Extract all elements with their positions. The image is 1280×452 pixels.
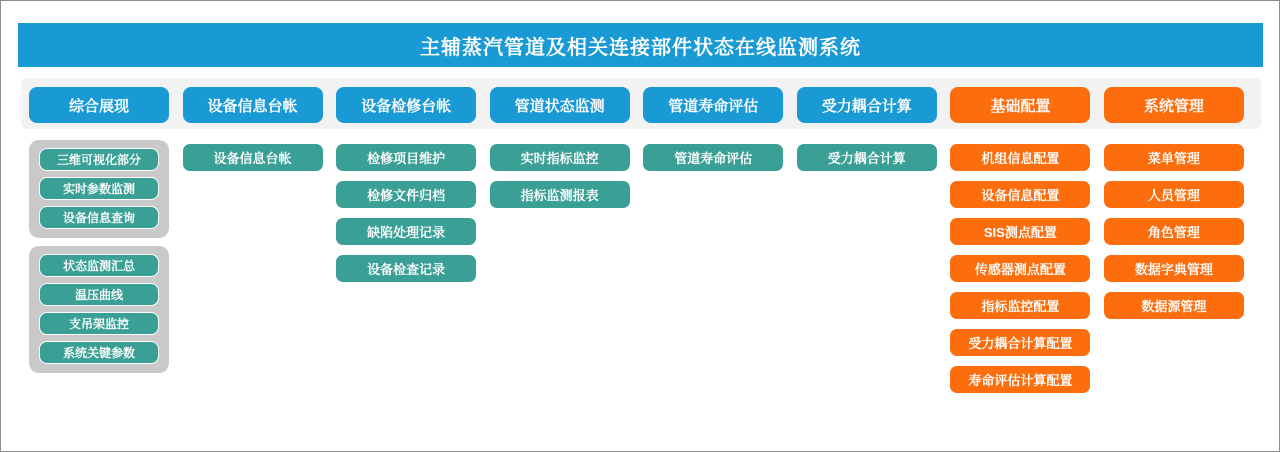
submenu-button[interactable]: 设备信息台帐 — [183, 144, 323, 171]
menu-column — [336, 87, 476, 403]
submenu-button[interactable]: 指标监测报表 — [490, 181, 630, 208]
main-menu-button[interactable]: 设备信息台帐 — [183, 87, 323, 123]
main-menu-button[interactable]: 综合展现 — [29, 87, 169, 123]
main-menu-button[interactable]: 受力耦合计算 — [797, 87, 937, 123]
submenu-button[interactable]: 受力耦合计算配置 — [950, 329, 1090, 356]
menu-column — [1104, 87, 1244, 403]
submenu-button[interactable]: 设备检查记录 — [336, 255, 476, 282]
submenu-button[interactable]: 支吊架监控 — [39, 312, 159, 335]
submenu-button[interactable]: 寿命评估计算配置 — [950, 366, 1090, 393]
main-menu-button[interactable]: 管道寿命评估 — [643, 87, 783, 123]
menu-column — [490, 87, 630, 403]
menu-column — [950, 87, 1090, 403]
submenu-group — [29, 246, 169, 373]
submenu-button[interactable]: 缺陷处理记录 — [336, 218, 476, 245]
submenu-button[interactable]: 传感器测点配置 — [950, 255, 1090, 282]
main-menu-button[interactable]: 设备检修台帐 — [336, 87, 476, 123]
submenu-button[interactable]: 设备信息查询 — [39, 206, 159, 229]
page-title: 主辅蒸汽管道及相关连接部件状态在线监测系统 — [18, 23, 1263, 67]
menu-column — [29, 87, 169, 403]
submenu-button[interactable]: 机组信息配置 — [950, 144, 1090, 171]
submenu-button[interactable]: 数据源管理 — [1104, 292, 1244, 319]
menu-column — [643, 87, 783, 403]
submenu-button[interactable]: 状态监测汇总 — [39, 254, 159, 277]
menu-columns — [29, 87, 1244, 403]
submenu-button[interactable]: 数据字典管理 — [1104, 255, 1244, 282]
submenu-button[interactable]: 角色管理 — [1104, 218, 1244, 245]
submenu-button[interactable]: 三维可视化部分 — [39, 148, 159, 171]
submenu-button[interactable]: 系统关键参数 — [39, 341, 159, 364]
submenu-button[interactable]: 设备信息配置 — [950, 181, 1090, 208]
submenu-button[interactable]: 指标监控配置 — [950, 292, 1090, 319]
main-menu-button[interactable]: 基础配置 — [950, 87, 1090, 123]
submenu-button[interactable]: 受力耦合计算 — [797, 144, 937, 171]
submenu-button[interactable]: 人员管理 — [1104, 181, 1244, 208]
submenu-group — [29, 140, 169, 238]
submenu-button[interactable]: 温压曲线 — [39, 283, 159, 306]
submenu-button[interactable]: 检修文件归档 — [336, 181, 476, 208]
submenu-button[interactable]: 实时参数监测 — [39, 177, 159, 200]
menu-column — [183, 87, 323, 403]
menu-column — [797, 87, 937, 403]
submenu-button[interactable]: 检修项目维护 — [336, 144, 476, 171]
main-menu-button[interactable]: 管道状态监测 — [490, 87, 630, 123]
submenu-button[interactable]: 实时指标监控 — [490, 144, 630, 171]
main-menu-button[interactable]: 系统管理 — [1104, 87, 1244, 123]
submenu-button[interactable]: 菜单管理 — [1104, 144, 1244, 171]
submenu-button[interactable]: SIS测点配置 — [950, 218, 1090, 245]
submenu-button[interactable]: 管道寿命评估 — [643, 144, 783, 171]
